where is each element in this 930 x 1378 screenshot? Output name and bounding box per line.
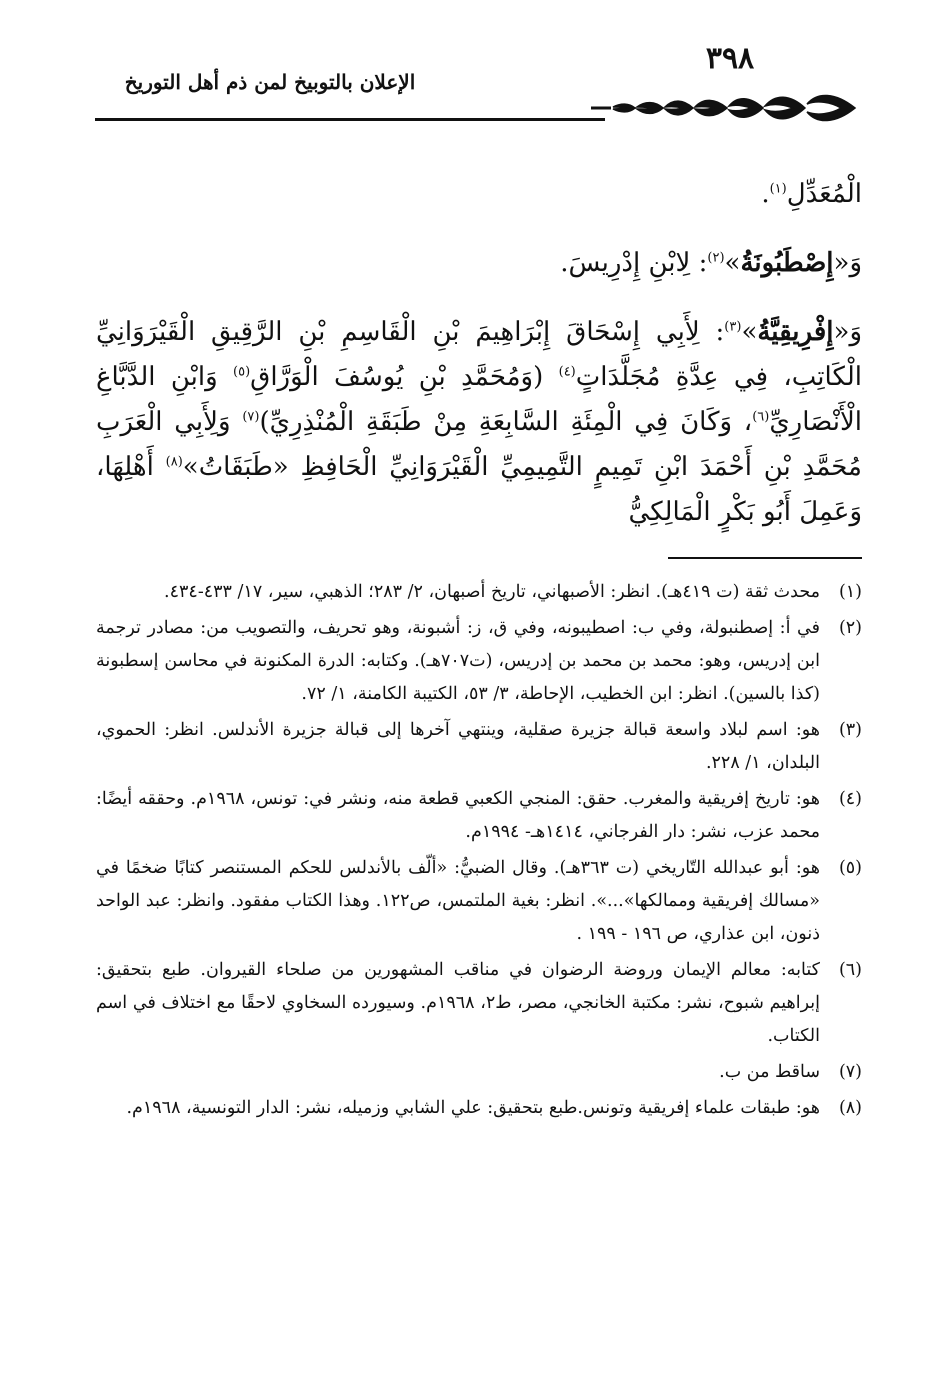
entry-term: إِصْطَبُونَةُ: [740, 248, 834, 278]
footnote-text: هو: تاريخ إفريقية والمغرب. حقق: المنجي الكعبي قطعة منه، ونشر في: تونس، ١٩٦٨م. وحققه أيضًا: محمد عزب، نشر: دار الفرجاني، ١٤١٤هـ- ١٩٩٤م.: [96, 789, 820, 842]
footnote-number: (٨): [838, 1098, 862, 1118]
text: أَهْلِهَا، وَعَمِلَ أَبُو بَكْرٍ الْمَالِكِيُّ: [96, 452, 862, 527]
footnote-ref-8: (٨): [165, 454, 183, 470]
text: : لِابْنِ إِدْرِيسَ.: [560, 248, 708, 278]
footnote-item: [96, 852, 862, 951]
footnote-ref-2: (٢): [707, 250, 725, 266]
footnote-item: [96, 1056, 862, 1089]
running-title: الإعلان بالتوبيخ لمن ذم أهل التوريخ: [124, 70, 416, 94]
text: وَلِأَبِي الْعَرَبِ مُحَمَّدِ بْنِ أَحْمَدَ ابْنِ تَمِيمٍ التَّمِيمِيِّ الْقَيْرَوَانِيِّ الْحَافِظِ «طَبَقَاتُ»: [96, 407, 862, 482]
footnote-item: [96, 1092, 862, 1125]
footnote-text: هو: طبقات علماء إفريقية وتونس.طبع بتحقيق: علي الشابي وزميله، نشر: الدار التونسية، ١٩٦٨م.: [126, 1098, 820, 1118]
text: .: [761, 179, 770, 209]
footnotes: [96, 576, 862, 1128]
text: وَابْنِ الدَّبَّاغِ الْأَنْصَارِيِّ: [96, 362, 862, 437]
footnote-number: (٤): [838, 789, 862, 809]
footnote-text: كتابه: معالم الإيمان وروضة الرضوان في مناقب المشهورين من صلحاء القيروان. طبع بتحقيق: إبراهيم شبوح، نشر: مكتبة الخانجي، مصر، ط٢، ١٩٦٨م. وسيورده السخاوي لاحقًا مع اختلاف في اسم الكتاب.: [96, 960, 820, 1046]
footnote-item: [96, 714, 862, 780]
footnote-item: [96, 954, 862, 1053]
footnote-item: [96, 576, 862, 609]
footnote-item: [96, 612, 862, 711]
text: (وَمُحَمَّدِ بْنِ يُوسُفَ الْوَرَّاقِ: [250, 362, 559, 392]
main-paragraph-1: [96, 172, 862, 217]
footnote-number: (٣): [838, 720, 862, 740]
decorative-ornament: [585, 86, 860, 130]
footnote-number: (٢): [838, 618, 862, 638]
entry-term: إِفْرِيقِيَّةُ: [757, 317, 834, 347]
text: الْمُعَدِّلِ: [786, 179, 862, 209]
text: ، وَكَانَ فِي الْمِئَةِ السَّابِعَةِ مِنْ طَبَقَةِ الْمُنْذِرِيِّ): [259, 407, 753, 437]
footnote-text: في أ: إصطنبولة، وفي ب: اصطيبونه، وفي ق، ز: أشبونة، وهو تحريف، والتصويب من: مصادر ترجمة ابن إدريس، وهو: محمد بن محمد بن إدريس، (ت٧٠٧هـ). وكتابه: الدرة المكنونة في محاسن إسطبونة (كذا بالسين). انظر: ابن الخطيب، الإحاطة، ٣/ ٥٣، الكتيبة الكامنة، ١/ ٧٢.: [96, 618, 820, 704]
footnote-text: هو: اسم لبلاد واسعة قبالة جزيرة صقلية، وينتهي آخرها إلى قبالة جزيرة الأندلس. انظر: الحموي، البلدان، ١/ ٢٢٨.: [96, 720, 820, 773]
footnote-number: (٧): [838, 1062, 862, 1082]
header-rule: [95, 118, 605, 121]
footnote-item: [96, 783, 862, 849]
footnote-number: (٥): [838, 858, 862, 878]
text: »: [741, 317, 758, 347]
footnote-ref-4: (٤): [558, 364, 576, 380]
footnote-number: (٦): [838, 960, 862, 980]
footnote-ref-3: (٣): [724, 319, 742, 335]
main-text: [96, 172, 862, 535]
text: »: [724, 248, 741, 278]
main-paragraph-3: [96, 310, 862, 535]
footnote-text: ساقط من ب.: [719, 1062, 820, 1082]
footnote-number: (١): [838, 582, 862, 602]
footnote-ref-1: (١): [769, 181, 787, 197]
text: : لِأَبِي إِسْحَاقَ إِبْرَاهِيمَ بْنِ الْقَاسِمِ بْنِ الرَّقِيقِ الْقَيْرَوَانِيِّ الْكَاتِبِ، فِي عِدَّةِ مُجَلَّدَاتٍ: [96, 317, 862, 392]
footnote-ref-5: (٥): [233, 364, 251, 380]
footnote-separator: [668, 557, 862, 559]
text: وَ«: [833, 248, 862, 278]
footnote-text: هو: أبو عبدالله التّاريخي (ت ٣٦٣هـ). وقال الضبيُّ: «ألّف بالأندلس للحكم المستنصر كتابًا ضخمًا في «مسالك إفريقية وممالكها»...». انظر: بغية الملتمس، ص١٢٢. وهذا الكتاب مفقود. وانظر: عبد الواحد ذنون، ابن عذاري، ص ١٩٦ - ١٩٩ .: [96, 858, 820, 944]
main-paragraph-2: [96, 241, 862, 286]
page-number: ٣٩٨: [705, 41, 755, 76]
text: وَ«: [833, 317, 862, 347]
footnote-ref-6: (٦): [752, 409, 770, 425]
footnote-ref-7: (٧): [242, 409, 260, 425]
footnote-text: محدث ثقة (ت ٤١٩هـ). انظر: الأصبهاني، تاريخ أصبهان، ٢/ ٢٨٣؛ الذهبي، سير، ١٧/ ٤٣٣-٤٣٤.: [164, 582, 820, 602]
